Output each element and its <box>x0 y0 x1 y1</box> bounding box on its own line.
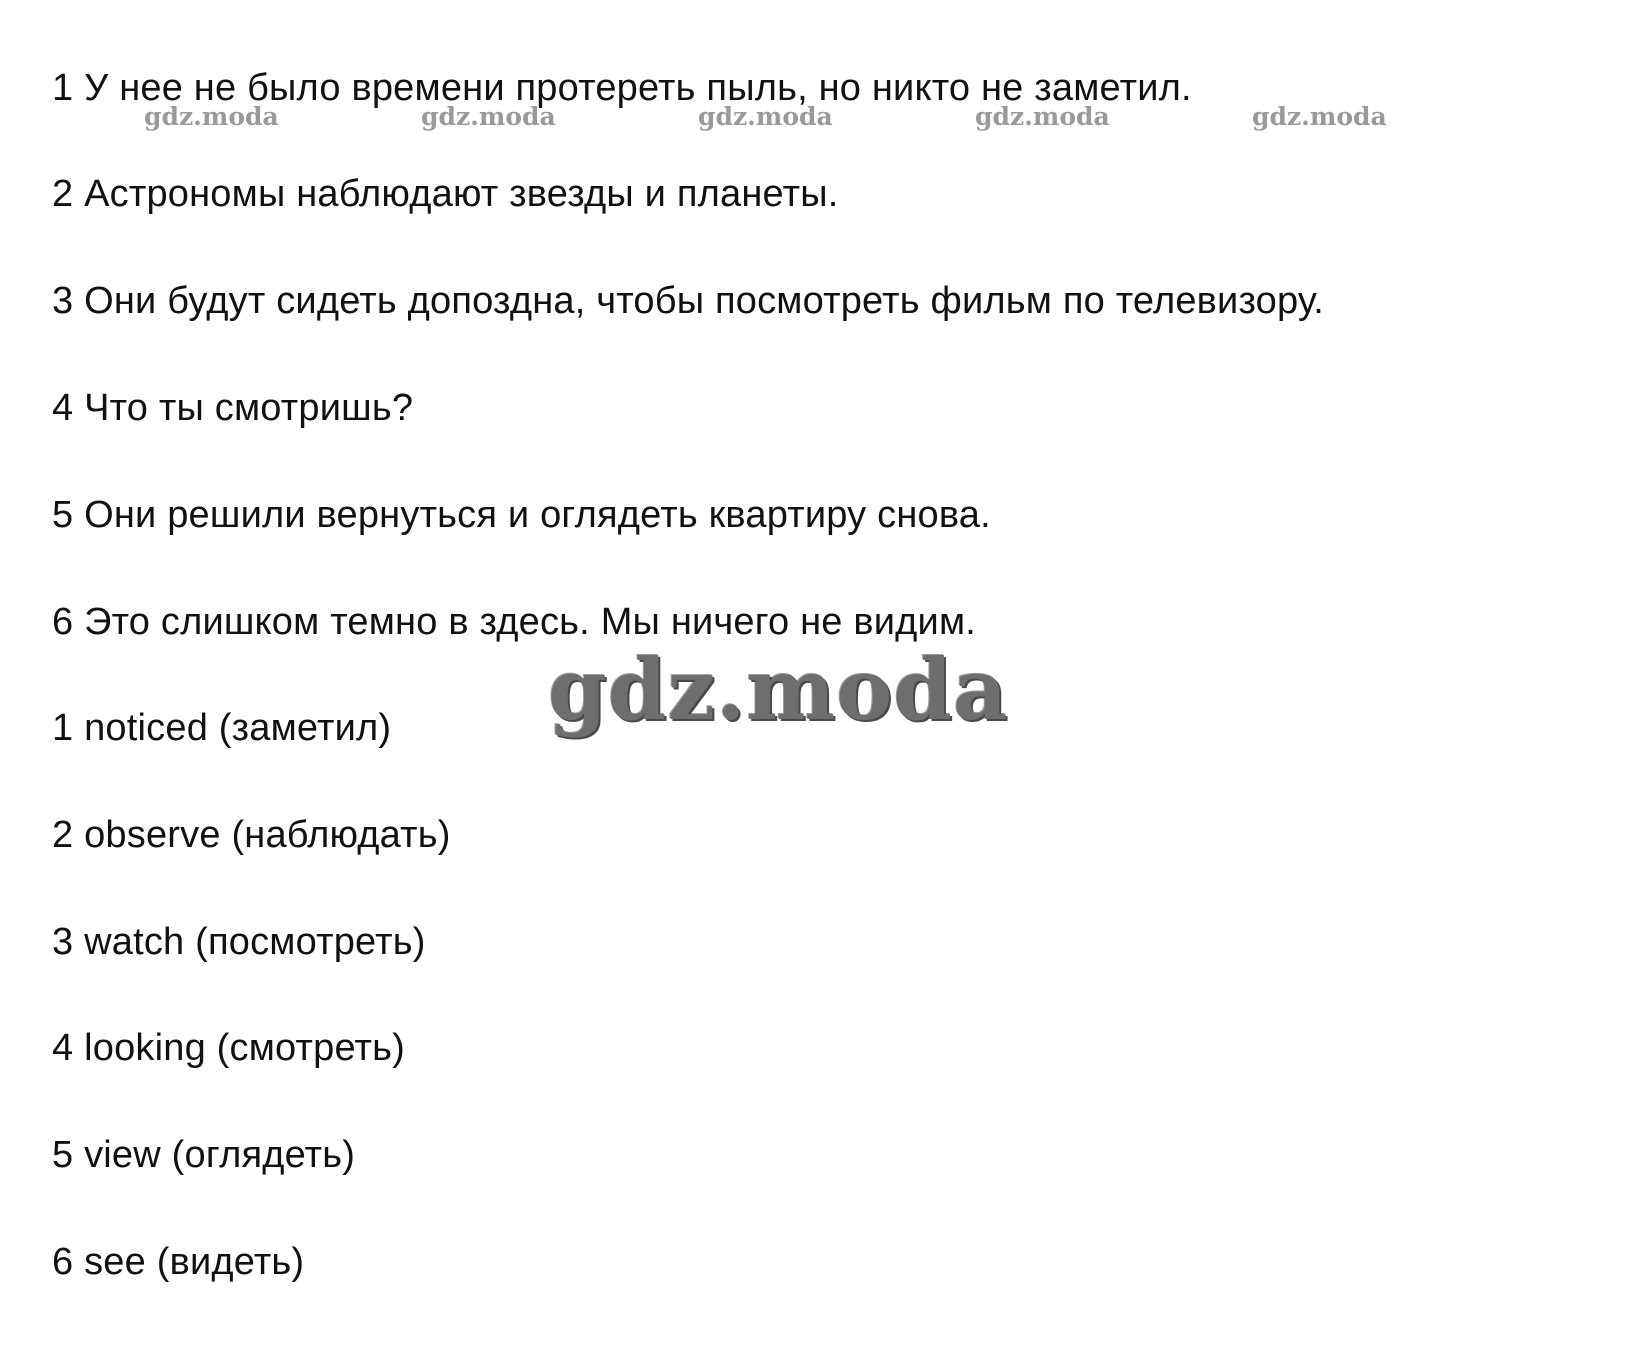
sentence-3: 3 Они будут сидеть допоздна, чтобы посмотреть фильм по телевизору. <box>52 280 1325 322</box>
answer-5: 5 view (оглядеть) <box>52 1134 356 1176</box>
answer-2: 2 observe (наблюдать) <box>52 814 451 856</box>
sentence-1: 1 У нее не было времени протереть пыль, но никто не заметил. <box>52 67 1192 109</box>
answer-6: 6 see (видеть) <box>52 1241 305 1283</box>
sentence-6: 6 Это слишком темно в здесь. Мы ничего не видим. <box>52 601 977 643</box>
watermark-small-3: gdz.moda <box>698 102 833 131</box>
answer-3: 3 watch (посмотреть) <box>52 921 426 963</box>
sentence-2: 2 Астрономы наблюдают звезды и планеты. <box>52 173 839 215</box>
watermark-large: gdz.moda <box>548 640 1009 739</box>
watermark-small-4: gdz.moda <box>975 102 1110 131</box>
watermark-small-2: gdz.moda <box>421 102 556 131</box>
watermark-small-1: gdz.moda <box>144 102 279 131</box>
sentence-4: 4 Что ты смотришь? <box>52 387 414 429</box>
watermark-small-5: gdz.moda <box>1252 102 1387 131</box>
answer-1: 1 noticed (заметил) <box>52 707 392 749</box>
sentence-5: 5 Они решили вернуться и оглядеть квартиру снова. <box>52 494 991 536</box>
answer-4: 4 looking (смотреть) <box>52 1027 406 1069</box>
